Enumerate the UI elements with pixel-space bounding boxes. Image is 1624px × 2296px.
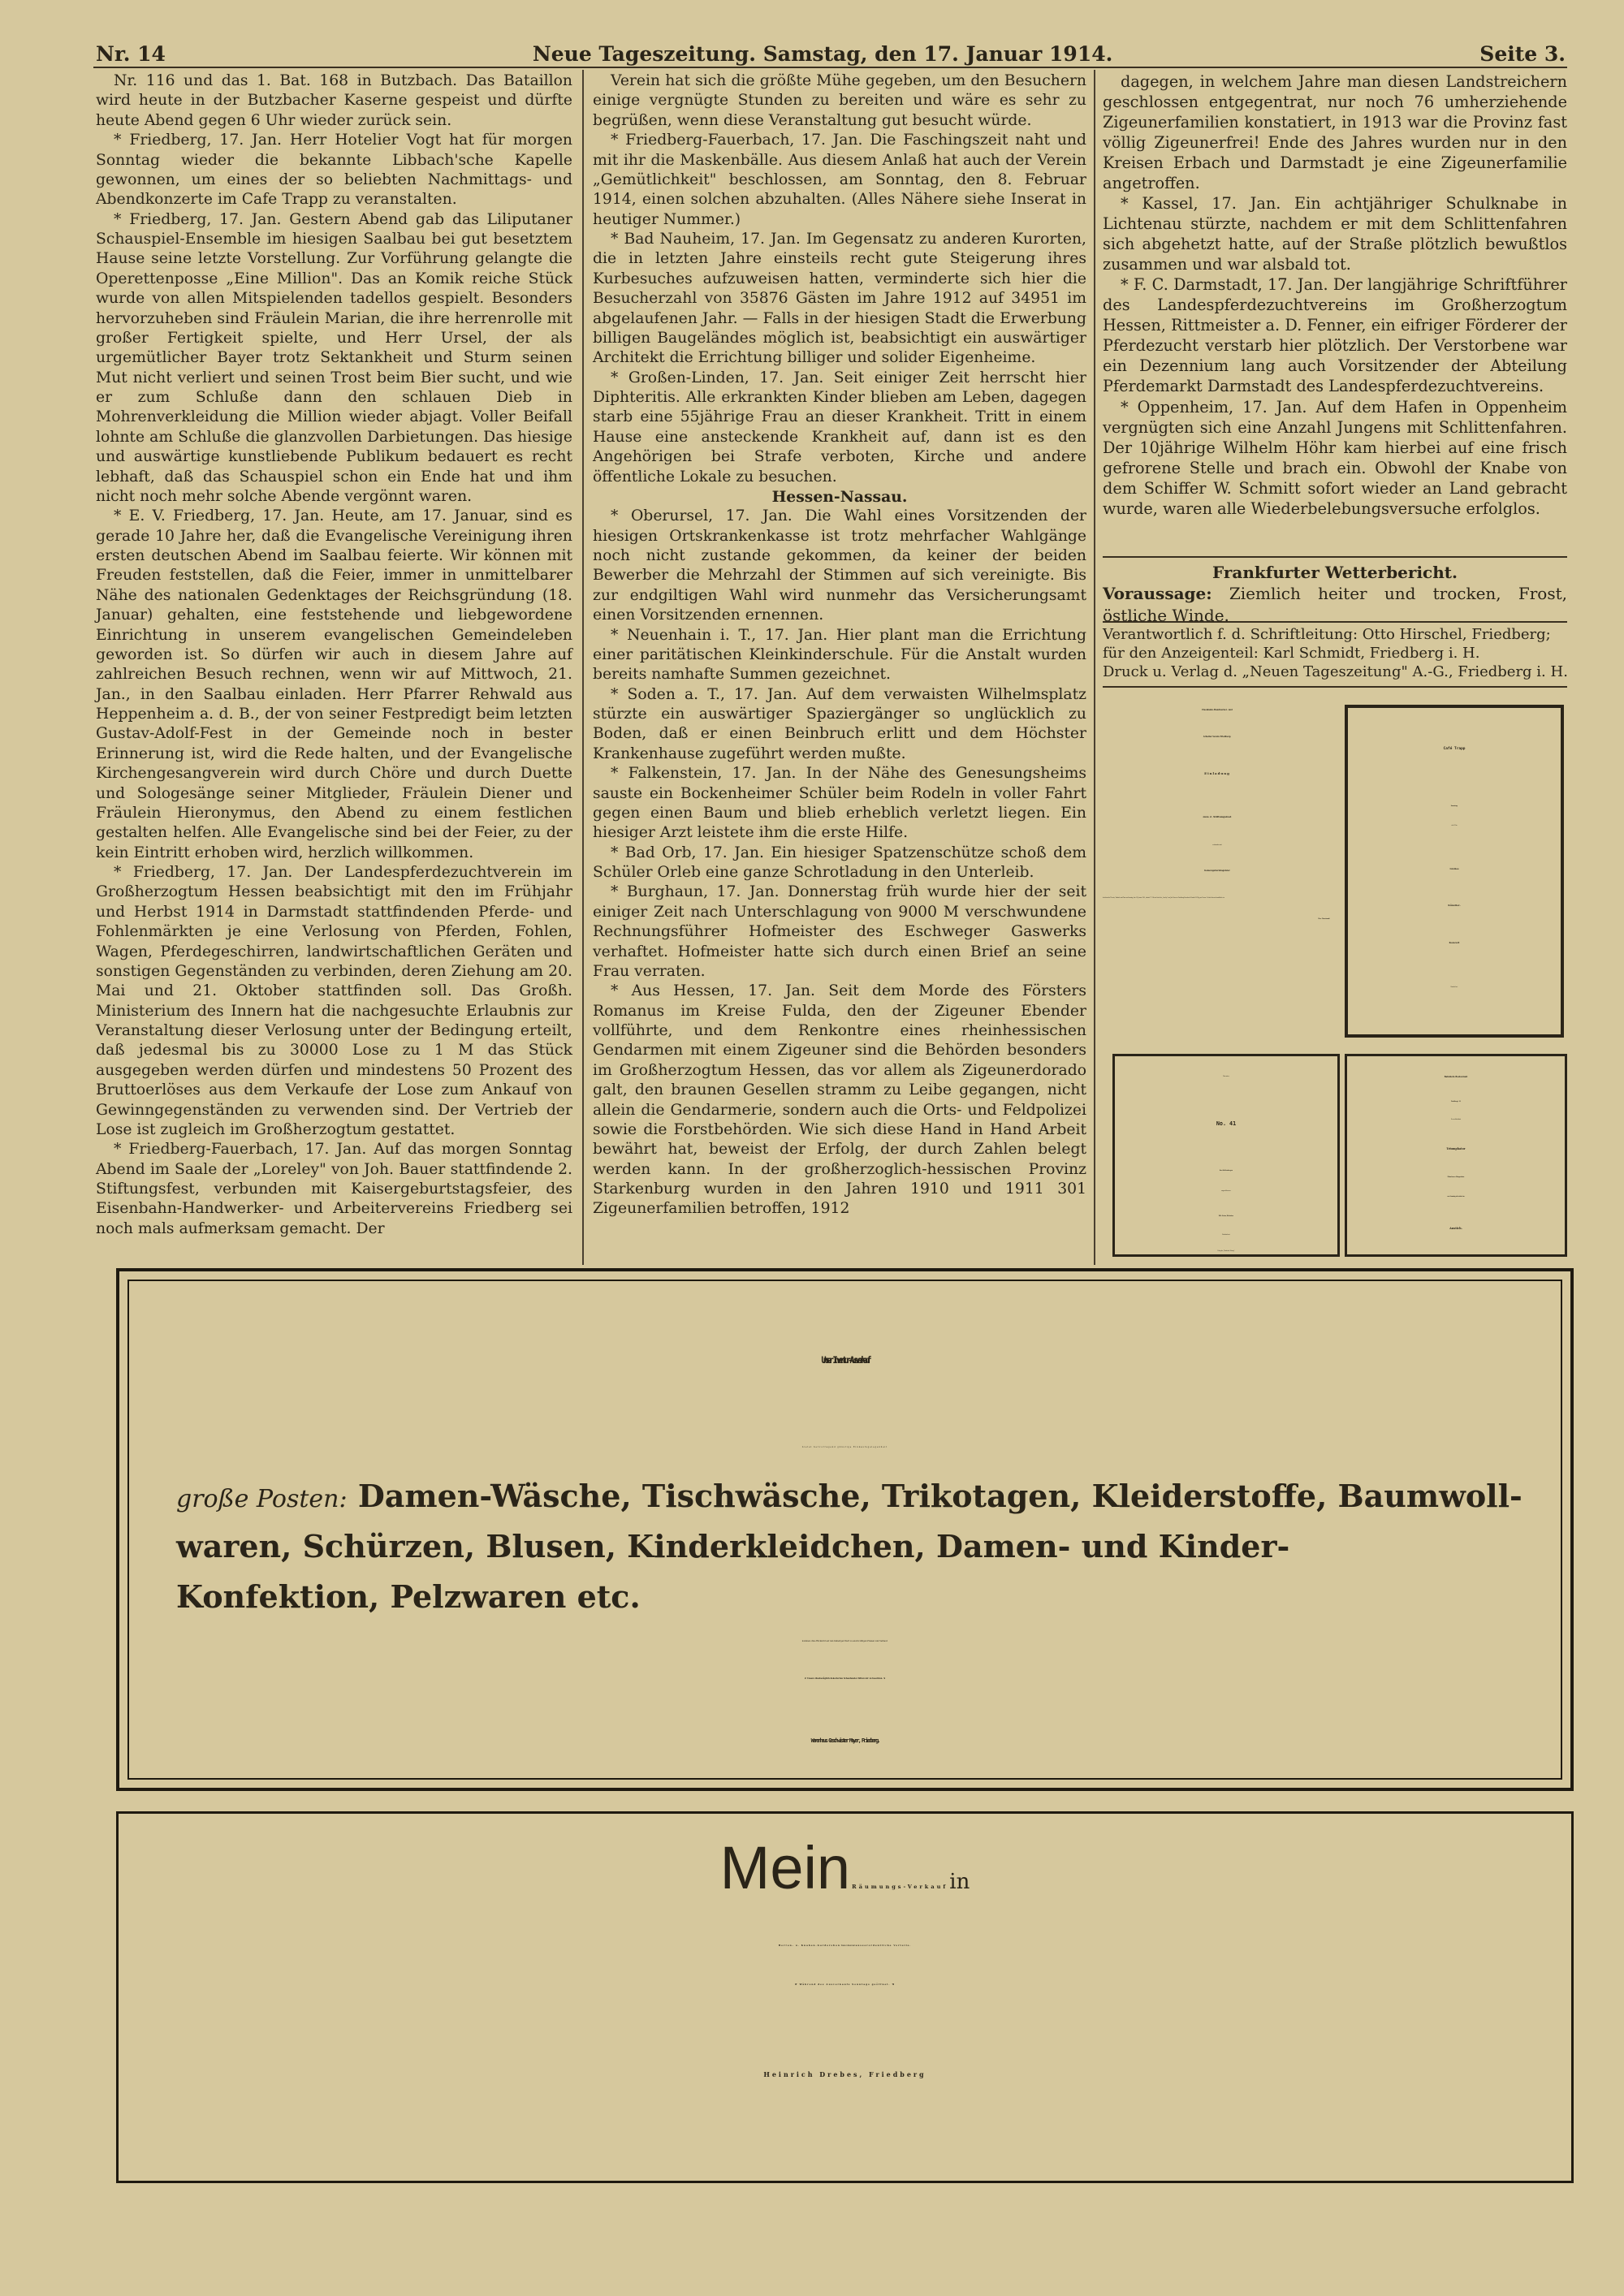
ad-no41-line7: Verlag der „Windecker Zeitung". <box>1217 1251 1235 1252</box>
ad-drebes-advantages: ausserordentliche Vorteile. <box>855 1944 912 1947</box>
section-heading: Hessen-Nassau. <box>771 487 908 506</box>
ad-drebes-hours: Während des Ausverkaufs Sonntags geöffnet. <box>799 1983 891 1986</box>
separator-rule <box>1103 686 1567 688</box>
ad-mayer-lead: große Posten: <box>176 1485 348 1513</box>
ad-no41-firm: Wilh. Scheer, Windecken <box>1218 1216 1234 1217</box>
ad-eisenbahn-verein <box>1099 692 1335 1049</box>
ad-verein-line6: Kaisersgeburtstagsfeier <box>1204 870 1230 872</box>
ad-drebes-headline <box>119 1832 1571 1923</box>
ad-bahnhofs-restaurant <box>1345 1054 1567 1257</box>
ad-geschwister-mayer <box>116 1268 1574 1791</box>
ad-drebes-in: in <box>949 1870 970 1894</box>
ad-drebes-line3: ☛ Während des Ausverkaufs Sonntags geöffnet. ☚ <box>795 1983 895 1986</box>
imprint-line: Verantwortlich f. d. Schriftleitung: Otto Hirschel, Friedberg; <box>1103 626 1551 643</box>
imprint-line: Druck u. Verlag d. „Neuen Tageszeitung" A.-G., Friedberg i. H. <box>1103 663 1568 680</box>
ad-bahnhof-brewery: Münchener Bürgerbräu <box>1447 1177 1465 1178</box>
ad-verein-line1: Eisenbahn-Handwerker- und <box>1202 709 1233 711</box>
ad-heinrich-drebes <box>116 1811 1574 2183</box>
ad-no41-line6: Buchdruckerei <box>1222 1235 1230 1236</box>
ad-cafe-admission: Eintritt frei. <box>1450 987 1458 988</box>
article: * Aus Hessen, 17. Jan. Seit dem Morde des Försters Romanus im Kreise Fulda, den der Zigeuner Ebender vollführte, und dem Renkontre eines rheinhessischen Gendarmen mit einem Zigeuner sind die Behörden besonders im Großherzogtum Hessen, das vor allem als Zigeunerdorado galt, den braunen Gesellen stramm zu Leibe gegangen, nicht allein die Gendarmerie, sondern auch die Orts- und Feldpolizei sowie die Forstbehörden. Wie sich diese Hand in Hand Arbeit bewährt hat, beweist der Erfolg, der durch Zahlen belegt werden kann. In der großherzoglich-hessischen Provinz Starkenburg wurden in den Jahren 1910 und 1911 301 Zigeunerfamilien betroffen, 1912 <box>593 982 1086 1218</box>
article: * F. C. Darmstadt, 17. Jan. Der langjährige Schriftführer des Landespferdezuchtvereins im Großherzogtum Hessen, Rittmeister a. D. Fenner, ein eifriger Förderer der Pferdezucht verstarb hier plötzlich. Der Verstorbene war ein Dezennium lang auch Vorsitzender der Abteilung Pferdemarkt Darmstadt des Landespferdezuchtvereins. <box>1103 275 1567 396</box>
weather-title: Frankfurter Wetterbericht. <box>1212 563 1458 582</box>
article: dagegen, in welchem Jahre man diesen Landstreichern geschlossen entgegentrat, nur noch 76 umherziehende Zigeunerfamilien konstatiert, in 1913 war die Provinz fast völlig Zigeunerfrei! Ende des Jahres wurden nur in den Kreisen Erbach und Darmstadt je eine Zigeunerfamilie angetroffen. <box>1103 72 1567 193</box>
article: * Falkenstein, 17. Jan. In der Nähe des Genesungsheims sauste ein Bockenheimer Schüler beim Rodeln in voller Fahrt gegen einen Baum und blieb erheblich verletzt liegen. Ein hiesiger Arzt leistete ihm die erste Hilfe. <box>593 765 1086 842</box>
article: * E. V. Friedberg, 17. Jan. Heute, am 17. Januar, sind es gerade 10 Jahre her, daß die Evangelische Vereinigung ihren ersten deutschen Abend im Saalbau feierte. Wir können mit Freuden feststellen, daß die Feier, immer in unmittelbarer Nähe des nationalen Gedenktages der Reichsgründung (18. Januar) gehalten, eine feststehende und liebgewordene Einrichtung in unserem evangelischen Gemeindeleben geworden ist. So dürfen wir auch in diesem Jahre auf zahlreichen Besuch rechnen, wenn wir auf Mittwoch, 21. Jan., in den Saalbau einladen. Herr Pfarrer Rehwald aus Heppenheim a. d. B., der von seiner Festpredigt beim letzten Gustav-Adolf-Fest in der Gemeinde noch in bester Erinnerung ist, wird die Rede halten, und der Evangelische Kirchengesangverein wird durch Chöre und durch Duette und Sologesänge seiner Mitglieder, Fräulein Diener und Fräulein Hieronymus, den Abend zu einem festlichen gestalten helfen. Alle Evangelische sind bei der Feier, zu der kein Eintritt erhoben wird, herzlich willkommen. <box>96 507 572 861</box>
separator-rule <box>1103 621 1567 623</box>
ad-bahnhof-place: Friedberg i. H. <box>1451 1102 1461 1103</box>
ad-mayer-window-text: Unsere diesbezüglich dekorierten Schaufenster bitten wir zu beachten. <box>806 1677 883 1680</box>
ad-bahnhof-title: Bahnhofs-Restaurant <box>1444 1076 1468 1078</box>
column-2 <box>593 71 1086 1265</box>
ad-telephone-no41 <box>1112 1054 1340 1257</box>
article: * Friedberg, 17. Jan. Herr Hotelier Vogt hat für morgen Sonntag wieder die bekannte Libbach'sche Kapelle gewonnen, um eines der so beliebten Nachmittags- und Abendkonzerte im Cafe Trapp zu veranstalten. <box>96 132 572 209</box>
ad-cafe-line3: Großes <box>1449 867 1459 870</box>
ad-mayer-items-line2: waren, Schürzen, Blusen, Kinderkleidchen, Damen- und Kinder- <box>176 1528 1290 1564</box>
ad-mayer-price-line: kommen ohne Rücksicht auf den bisherigen Wert zu enorm billigen Preisen zum Verkauf. <box>801 1640 888 1642</box>
ad-drebes-firm: Heinrich Drebes, Friedberg <box>763 2071 926 2078</box>
ad-mayer-items-line3: Konfektion, Pelzwaren etc. <box>176 1578 641 1615</box>
ad-cafe-line4: Künstler- <box>1448 904 1461 907</box>
article: Verein hat sich die größte Mühe gegeben, um den Besuchern einige vergnügte Stunden zu bereiten und wäre es sehr zu begrüßen, wenn diese Veranstaltung gut besucht würde. <box>593 72 1086 129</box>
column-divider <box>1094 70 1095 1265</box>
ad-cafe-line5: Konzert <box>1449 941 1460 944</box>
ad-drebes-offers: bietet diesmal <box>840 1944 855 1947</box>
ad-verein-line5: verbunden mit <box>1212 845 1222 846</box>
ad-no41-line4: angeschlossen. <box>1221 1191 1231 1192</box>
ad-cafe-title: Café Trapp <box>1443 747 1466 751</box>
ad-verein-details: bestehend in Theater, Tombola und Tanz am Sonntag, den 18. Januar 1914, abends 7½ Uhr im Saale der „Loreley" von Joh. Bauer in Friedberg-Fauerbach. Eintritt 30 Pfg. pro Person. Es ladet hierzu freundlichst ein <box>1103 898 1224 899</box>
ad-cafe-day: Sonntag, <box>1450 805 1458 807</box>
article: * Großen-Linden, 17. Jan. Seit einiger Zeit herrscht hier Diphteritis. Alle erkrankten Kinder blieben am Leben, dagegen starb eine 55jährige Frau an dieser Krankheit. Tritt in einem Hause eine ansteckende Krankheit auf, dann ist es den Angehörigen bei Strafe verboten, Kirche und andere öffentliche Lokale zu besuchen. <box>593 369 1086 486</box>
article: * Kassel, 17. Jan. Ein achtjähriger Schulknabe in Lichtenau stürzte, nachdem er mit dem Schlittenfahren sich abgehetzt hatte, auf der Straße plötzlich bewußtlos zusammen und war alsbald tot. <box>1103 194 1567 274</box>
ad-verein-event: zum 2. Stiftungsfest <box>1203 815 1232 818</box>
ad-mayer-headline: Unser Inventur-Ausverkauf <box>821 1355 869 1366</box>
page-header <box>96 42 1566 66</box>
weather-text: Ziemlich heiter und trocken, Frost, östliche Winde. <box>1103 584 1568 625</box>
issue-number: Nr. 14 <box>96 42 166 66</box>
ad-drebes-title: Räumungs-Verkauf <box>852 1884 948 1890</box>
article: * Friedberg, 17. Jan. Gestern Abend gab das Liliputaner Schauspiel-Ensemble im hiesigen Saalbau bei gut besetztem Hause seine letzte Vorstellung. Zur Vorführung gelangte die Operettenposse „Eine Million". Das an Komik reiche Stück wurde von allen Mitspielenden tadellos gespielt. Besonders hervorzuheben sind Fräulein Marian, die ihre herrenrolle mit großer Fertigkeit spielte, und Herr Ursel, der als urgemütlicher Bayer trotz Sektankheit und Sturm seinen Mut nicht verliert und seinen Trost beim Bier sucht, und wie er zum Schluße dann den schlauen Dieb in Mohrenverkleidung die Million wieder abjagt. Voller Beifall lohnte am Schluße die glanzvollen Darbietungen. Das hiesige und auswärtige kunstliebende Publikum bedauert es recht lebhaft, daß das Schauspiel schon ein Ende hat und ihm nicht noch mehr solche Abende vergönnt waren. <box>96 210 572 505</box>
weather-report <box>1103 562 1568 625</box>
article: Nr. 116 und das 1. Bat. 168 in Butzbach. Das Bataillon wird heute in der Butzbacher Kaserne gespeist und dürfte heute Abend gegen 6 Uhr wieder zurück sein. <box>96 72 572 129</box>
column-1 <box>96 71 572 1265</box>
header-rule <box>93 67 1567 68</box>
ad-verein-invitation: Einladung <box>1204 771 1230 775</box>
ad-drebes-goods: Herren- u. Knaben-Garderoben <box>778 1944 840 1947</box>
ad-mayer-subline: bietet hervorragend günstige Einkaufsgelegenheit <box>801 1446 888 1448</box>
article: * Neuenhain i. T., 17. Jan. Hier plant man die Errichtung einer paritätischen Kleinkinderschule. Für die Anstalt wurden bereits namhafte Summen gezeichnet. <box>593 626 1086 684</box>
ad-mayer-window-line: ☛ Unsere diesbezüglich dekorierten Schaufenster bitten wir zu beachten. ☚ <box>804 1677 885 1680</box>
ad-verein-signature: Der Vorstand. <box>1318 918 1330 920</box>
ad-bahnhof-line6: von Sonntag ab wieder im <box>1447 1197 1465 1198</box>
separator-rule <box>1103 556 1567 558</box>
article: * Bad Nauheim, 17. Jan. Im Gegensatz zu anderen Kurorten, die in letzten Jahre einsteils recht gute Steigerung ihres Kurbesuches aufzuweisen hatten, verminderte sich hier die Besucherzahl von 35876 Gästen im Jahre 1912 auf 34951 im abgelaufenen Jahr. — Falls in der hiesigen Stadt die Erwerbung billigen Baugeländes möglich ist, beabsichtigt ein auswärtiger Architekt die Errichtung billiger und solider Eigenheime. <box>593 231 1086 367</box>
article: * Burghaun, 17. Jan. Donnerstag früh wurde hier der seit einiger Zeit nach Unterschlagung von 9000 M verschwundene Rechnungsführer Hofmeister des Eschweger Gaswerks verhaftet. Hofmeister hatte sich durch einen Brief an seine Frau verraten. <box>593 883 1086 980</box>
article: * Oberursel, 17. Jan. Die Wahl eines Vorsitzenden der hiesigen Ortskrankenkasse ist trotz mehrfacher Wahlgänge noch nicht zustande gekommen, da keiner der beiden Bewerber die Mehrzahl der Stimmen auf sich vereinigte. Bis zur endgiltigen Wahl wird nunmehr das Versicherungsamt einen Vorsitzenden ernennen. <box>593 507 1086 624</box>
ad-bahnhof-tap: Anstich. <box>1449 1227 1462 1230</box>
ad-no41-exchange: Amt Heldenbergen <box>1220 1170 1233 1172</box>
ad-mayer-items-line1 <box>176 1474 1522 1521</box>
ad-drebes-line2 <box>119 1927 1571 1964</box>
article: * Oppenheim, 17. Jan. Auf dem Hafen in Oppenheim vergnügten sich eine Anzahl Jungens mit Schlittenfahren. Der 10jährige Wilhelm Höhr kam hierbei auf eine frisch gefrorene Stelle und brach ein. Obwohl der Knabe von dem Schiffer W. Schmitt sofort wieder an Land gebracht wurde, waren alle Wiederbelebungsversuche erfolglos. <box>1103 397 1567 518</box>
column-3 <box>1103 71 1567 542</box>
imprint <box>1103 625 1567 682</box>
ad-drebes-mein: Mein <box>719 1834 851 1901</box>
ad-verein-line2: Arbeiter-Verein Friedberg. <box>1203 736 1232 738</box>
article: * Soden a. T., 17. Jan. Auf dem verwaisten Wilhelmsplatz stürzte ein auswärtiger Spaziergänger so unglücklich zu Boden, daß er einen Beinbruch erlitt und dem Höchster Krankenhause zugeführt werden mußte. <box>593 685 1086 762</box>
article: * Friedberg-Fauerbach, 17. Jan. Auf das morgen Sonntag Abend im Saale der „Loreley" von Joh. Bauer stattfindende 2. Stiftungsfest, verbunden mit Kaisergeburtstagsfeier, des Eisenbahn-Handwerker- und Arbeitervereins Friedberg sei noch mals aufmerksam gemacht. Der <box>96 1141 572 1237</box>
masthead-line: Neue Tageszeitung. Samstag, den 17. Januar 1914. <box>532 42 1113 66</box>
ad-mayer-items: Damen-Wäsche, Tischwäsche, Trikotagen, Kleiderstoffe, Baumwoll- <box>357 1478 1522 1514</box>
article: * Friedberg-Fauerbach, 17. Jan. Die Faschingszeit naht und mit ihr die Maskenbälle. Aus diesem Anlaß hat auch der Verein „Gemütlichkeit" beschlossen, am Sonntag, den 8. Februar 1914, einen solchen abzuhalten. (Alles Nähere siehe Inserat in heutiger Nummer.) <box>593 132 1086 228</box>
page-number: Seite 3. <box>1479 42 1566 66</box>
imprint-line: für den Anzeigenteil: Karl Schmidt, Friedberg i. H. <box>1103 645 1480 662</box>
ad-no41-number: No. 41 <box>1216 1120 1237 1127</box>
ad-cafe-trapp <box>1345 705 1564 1038</box>
article: * Friedberg, 17. Jan. Der Landespferdezuchtverein im Großherzogtum Hessen beabsichtigt mit den im Frühjahr und Herbst 1914 in Darmstadt stattfindenden Pferde- und Fohlenmärkten je eine Verlosung von Pferden, Fohlen, Wagen, Pferdegeschirren, landwirtschaftlichen Geräten und sonstigen Gegenständen zu verbinden, deren Ziehung am 20. Mai und 21. Oktober stattfinden soll. Das Großh. Ministerium des Innern hat die nachgesuchte Erlaubnis zur Veranstaltung dieser Verlosung unter der Bedingung erteilt, daß jedesmal bis zu 30000 Lose zu 1 M das Stück ausgegeben werden dürfen und mindestens 50 Prozent des Bruttoerlöses aus dem Verkaufe der Lose zum Ankauf von Gewinngegenständen zu verwenden sind. Der Vertrieb der Lose ist zugleich im Großherzogtum gestattet. <box>96 864 572 1138</box>
column-divider <box>582 70 584 1265</box>
ad-mayer-firm: Warenhaus Geschwister Mayer, Friedberg. <box>810 1737 879 1744</box>
weather-label: Voraussage: <box>1103 584 1212 604</box>
article: * Bad Orb, 17. Jan. Ein hiesiger Spatzenschütze schoß dem Schüler Orleb eine ganze Schrotladung in den Unterleib. <box>593 844 1086 881</box>
ad-bahnhof-beer: Triumphator <box>1446 1147 1466 1150</box>
